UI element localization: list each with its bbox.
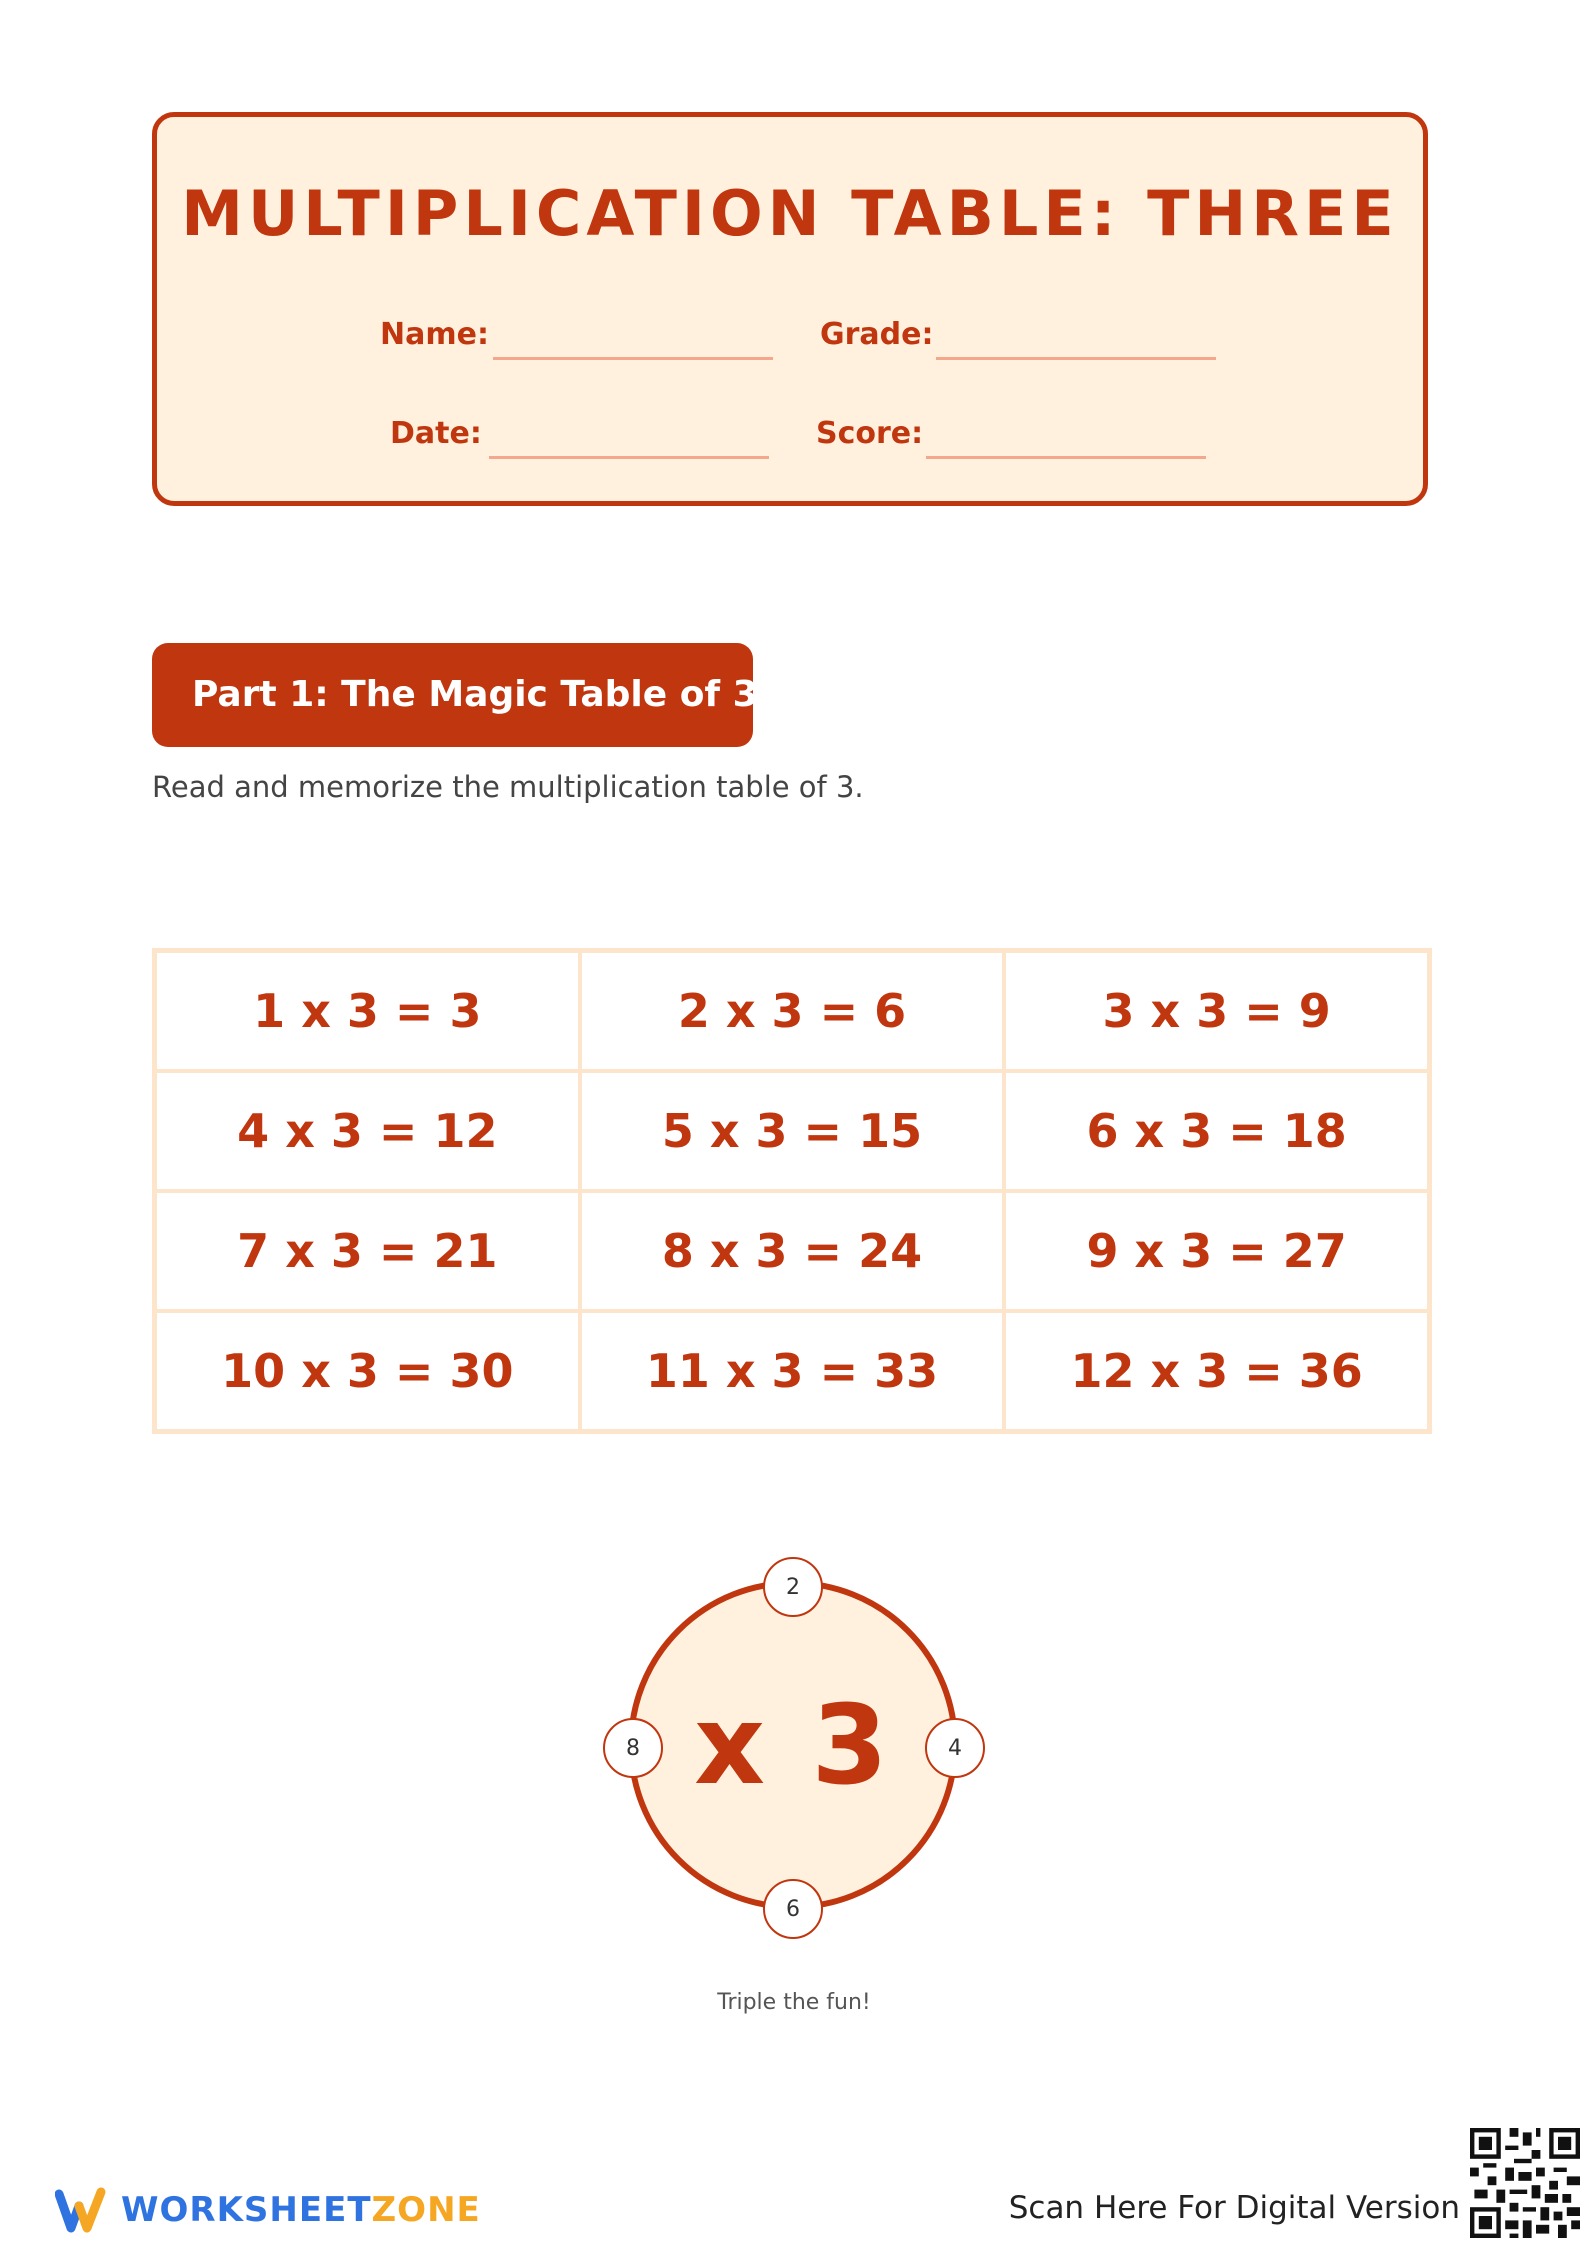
logo-word-zone: ZONE — [371, 2190, 481, 2230]
worksheetzone-logo-icon — [55, 2184, 107, 2236]
fact-cell: 10 x 3 = 30 — [155, 1311, 580, 1431]
multiplication-facts-grid — [152, 948, 1432, 1434]
fact-cell: 8 x 3 = 24 — [580, 1191, 1005, 1311]
score-label: Score: — [816, 416, 924, 451]
wheel-node-bottom: 6 — [763, 1879, 823, 1939]
wheel-center-label: x 3 — [694, 1681, 892, 1809]
part1-instructions: Read and memorize the multiplication table of 3. — [152, 770, 864, 804]
wheel-node-top: 2 — [763, 1557, 823, 1617]
wheel-caption: Triple the fun! — [717, 1990, 871, 2015]
score-line[interactable] — [926, 456, 1206, 459]
times-three-wheel — [628, 1580, 958, 1910]
fact-cell: 6 x 3 = 18 — [1004, 1071, 1429, 1191]
qr-code-icon[interactable] — [1470, 2128, 1580, 2238]
worksheetzone-logo[interactable] — [55, 2180, 481, 2240]
worksheet-title: MULTIPLICATION TABLE: THREE — [181, 177, 1399, 250]
fact-cell: 4 x 3 = 12 — [155, 1071, 580, 1191]
part1-badge: Part 1: The Magic Table of 3 — [152, 643, 753, 747]
logo-wordmark — [121, 2190, 481, 2230]
fact-cell: 9 x 3 = 27 — [1004, 1191, 1429, 1311]
fact-cell: 5 x 3 = 15 — [580, 1071, 1005, 1191]
name-label: Name: — [380, 317, 489, 352]
fact-cell: 3 x 3 = 9 — [1004, 951, 1429, 1071]
grade-label: Grade: — [820, 317, 934, 352]
fact-cell: 11 x 3 = 33 — [580, 1311, 1005, 1431]
name-line[interactable] — [493, 357, 773, 360]
date-label: Date: — [390, 416, 482, 451]
worksheet-header — [152, 112, 1428, 506]
fact-cell: 12 x 3 = 36 — [1004, 1311, 1429, 1431]
scan-instruction: Scan Here For Digital Version — [1008, 2190, 1460, 2226]
logo-word-worksheet: WORKSHEET — [121, 2190, 372, 2230]
fact-cell: 7 x 3 = 21 — [155, 1191, 580, 1311]
fact-cell: 2 x 3 = 6 — [580, 951, 1005, 1071]
grade-line[interactable] — [936, 357, 1216, 360]
wheel-node-right: 4 — [925, 1718, 985, 1778]
wheel-node-left: 8 — [603, 1718, 663, 1778]
fact-cell: 1 x 3 = 3 — [155, 951, 580, 1071]
date-line[interactable] — [489, 456, 769, 459]
